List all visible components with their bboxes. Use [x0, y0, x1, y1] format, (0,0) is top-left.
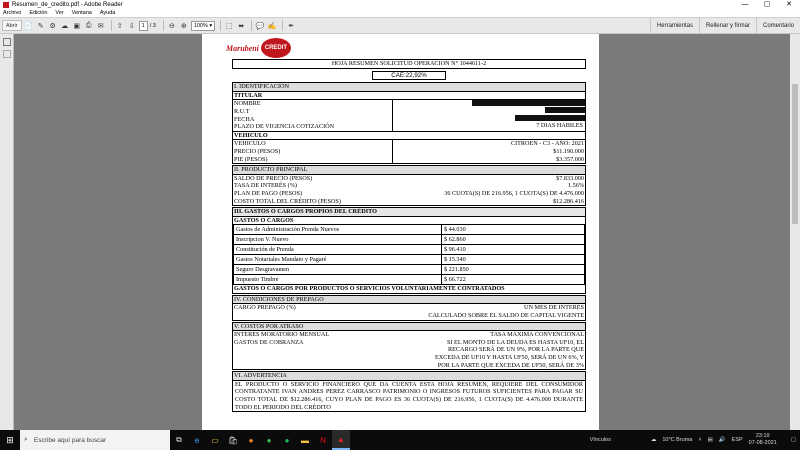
table-row: [234, 225, 585, 235]
section-title: III. GASTOS O CARGOS PROPIOS DEL CRÉDITO: [233, 208, 585, 217]
field-value: 36 CUOTA(S) DE 216.956, 1 CUOTA(S) DE 4.476.000: [444, 189, 584, 197]
menu-ayuda[interactable]: Ayuda: [99, 10, 116, 16]
gastos-table: [233, 224, 585, 285]
zoom-select[interactable]: 100% ▾: [191, 21, 215, 31]
page-total: / 3: [149, 22, 156, 29]
table-row: [234, 265, 585, 275]
table-row: [234, 245, 585, 255]
window-title: Resumen_de_credito.pdf - Adobe Reader: [12, 1, 123, 8]
settings-icon[interactable]: ⚙: [49, 22, 56, 30]
adobe-reader-taskbar-icon[interactable]: ▲: [332, 430, 350, 450]
windows-taskbar: [0, 430, 800, 450]
volume-icon[interactable]: 🔊: [718, 437, 726, 443]
table-cell: Impuesto Timbre: [234, 275, 442, 285]
taskbar-search[interactable]: [20, 430, 170, 450]
save-icon[interactable]: ▣: [73, 22, 80, 30]
menu-bar: [0, 9, 800, 17]
title-bar: [0, 0, 800, 9]
maximize-button[interactable]: ▢: [763, 1, 771, 8]
titular-block: [233, 99, 585, 130]
menu-edicion[interactable]: Edición: [29, 10, 48, 16]
pdf-page: [202, 34, 599, 430]
field-label: INTERÉS MORATORIO MENSUAL: [234, 331, 330, 339]
toolbar-divider: [282, 20, 283, 31]
fill-sign-link[interactable]: Rellenar y firmar: [699, 18, 756, 34]
table-cell: Inscripcion V. Nuevo: [234, 235, 442, 245]
table-row: [234, 255, 585, 265]
section-prepago: [232, 295, 586, 321]
redaction-bar: [545, 107, 585, 113]
section-advertencia: [232, 371, 586, 412]
titular-values: [393, 100, 585, 130]
redaction-bar: [515, 115, 585, 121]
field-label: PLAN DE PAGO (PESOS): [234, 189, 303, 197]
field-value: CITROEN - C3 - AÑO: 2021: [510, 140, 584, 148]
notes-line: TASA MÁXIMA CONVENCIONAL: [490, 331, 584, 339]
field-label: FECHA: [234, 115, 255, 123]
field-label: CARGO PREPAGO (%): [234, 304, 296, 312]
field-label: COSTO TOTAL DEL CRÉDITO (PESOS): [234, 197, 341, 205]
field-value: 1.56%: [568, 182, 584, 190]
table-cell: $ 96.410: [442, 245, 585, 255]
zoom-in-icon[interactable]: ⊕: [180, 22, 187, 30]
titular-heading: TITULAR: [234, 91, 263, 99]
gastos-voluntarios-heading: GASTOS O CARGOS POR PRODUCTOS O SERVICIOS VOLUNTARIAMENTE CONTRATADOS: [234, 285, 505, 293]
table-cell: Constitución de Prenda: [234, 245, 442, 255]
table-row: [234, 275, 585, 285]
redaction-bar: [472, 100, 585, 106]
field-label: PLAZO DE VIGENCIA COTIZACIÓN: [234, 123, 335, 131]
print-icon[interactable]: ⎙: [85, 21, 92, 29]
section-atraso: [232, 322, 586, 371]
clock-time: 23:19: [755, 433, 770, 439]
clock-date: 07-08-2021: [748, 440, 777, 446]
adobe-app-icon: [3, 2, 9, 8]
field-label: PIE (PESOS): [234, 155, 268, 163]
toolbar-divider: [251, 20, 252, 31]
field-value: CALCULADO SOBRE EL SALDO DE CAPITAL VIGENTE: [428, 312, 584, 320]
edit-pdf-icon[interactable]: ✎: [37, 22, 44, 30]
section-title: V. COSTOS POR ATRASO: [233, 323, 585, 332]
chrome-icon[interactable]: ●: [266, 435, 272, 445]
previous-page-icon[interactable]: ⇧: [116, 22, 123, 30]
search-icon: ⌕: [24, 436, 28, 443]
scrollbar-thumb[interactable]: [792, 84, 798, 224]
logo-badge: CREDIT: [261, 38, 291, 58]
close-button[interactable]: ✕: [786, 1, 792, 8]
window-controls: [734, 0, 800, 9]
toolbar-divider: [220, 20, 221, 31]
fit-width-icon[interactable]: ⬌: [238, 22, 245, 30]
create-pdf-icon[interactable]: 📄: [24, 22, 33, 30]
notes-line: RECARGO SERÁ DE UN 9%, POR LA PARTE QUE: [447, 346, 584, 354]
search-placeholder: Escribe aquí para buscar: [33, 436, 107, 444]
system-tray: [584, 430, 800, 450]
document-workspace: [0, 34, 800, 430]
highlight-icon[interactable]: ✍: [267, 22, 277, 30]
section-gastos: [232, 207, 586, 294]
right-panel-links: [650, 18, 800, 34]
advertencia-text: EL PRODUCTO O SERVICIO FINANCIERO QUE DA CUENTA ESTA HOJA RESUMEN, REQUIERE DEL CONSUMIDOR CONTRATANTE IVAN ANDRES PEREZ CARRASCO PATRIMONIO O INGRESOS FUTUROS SUFICIENTES PARA PAGAR SU COSTO TOTAL DE $12.286.416, CUYO PLAN DE PAGO ES 36 CUOTA(S) DE 216.956, 1 CUOTA(S) DE 4.476.000 DURANTE TODO EL PERIODO DEL CRÉDITO: [235, 380, 583, 411]
field-value: $3.357.000: [556, 155, 584, 163]
document-header: HOJA RESUMEN SOLICITUD OPERACION N° 1044611-2: [232, 59, 586, 69]
field-label: NOMBRE: [234, 100, 261, 108]
table-cell: $ 62.860: [442, 235, 585, 245]
plazo-value: 7 DIAS HABILES: [536, 122, 583, 130]
weather-icon: ☁: [650, 437, 657, 443]
notes-line: SI EL MONTO DE LA DEUDA ES HASTA UF10, EL: [446, 338, 584, 346]
zoom-out-icon[interactable]: ⊖: [168, 22, 175, 30]
field-value: $7.833.000: [556, 174, 584, 182]
comment-link[interactable]: Comentario: [756, 18, 800, 34]
file-explorer-icon[interactable]: ▭: [211, 435, 219, 445]
table-row: [234, 235, 585, 245]
toolbar-divider: [111, 20, 112, 31]
notes-line: POR LA PARTE QUE EXCEDA DE UF50, SERÁ DE 3%: [437, 361, 584, 369]
section-title: VI. ADVERTENCIA: [233, 372, 585, 381]
toolbar-divider: [163, 20, 164, 31]
field-label: VEHICULO: [234, 140, 266, 148]
section-identificacion: [232, 82, 586, 164]
vehiculo-heading: VEHICULO: [233, 131, 585, 140]
field-label: GASTOS DE COBRANZA: [234, 338, 304, 346]
cae-box: [232, 71, 586, 81]
table-cell: $ 44.030: [442, 225, 585, 235]
toolbar: [0, 17, 800, 34]
table-cell: $ 221.850: [442, 265, 585, 275]
comment-icon[interactable]: 💬: [255, 22, 265, 30]
firefox-icon[interactable]: ●: [248, 435, 254, 445]
section-title: II. PRODUCTO PRINCIPAL: [233, 166, 585, 175]
menu-ver[interactable]: Ver: [55, 10, 64, 16]
table-cell: Gastos Notariales Mandato y Pagaré: [234, 255, 442, 265]
netflix-icon[interactable]: N: [320, 435, 326, 445]
table-cell: $ 66.722: [442, 275, 585, 285]
section-title: I. IDENTIFICACIÓN: [233, 83, 585, 92]
weather-text[interactable]: 10°C Bruma: [662, 437, 693, 443]
windows-start-icon[interactable]: ⊞: [6, 434, 14, 445]
page-current: 1: [141, 22, 145, 29]
field-value: $11.190.000: [553, 147, 584, 155]
menu-archivo[interactable]: Archivo: [3, 10, 22, 16]
menu-ventana[interactable]: Ventana: [71, 10, 92, 16]
network-icon[interactable]: ▤: [707, 437, 713, 443]
open-label: Abrir: [6, 22, 18, 29]
field-label: PRECIO (PESOS): [234, 147, 281, 155]
store-icon[interactable]: 🛍: [227, 435, 239, 445]
field-value: $12.286.416: [553, 197, 584, 205]
document-body: [232, 59, 586, 412]
field-label: SALDO DE PRECIO (PESOS): [234, 174, 313, 182]
edge-icon[interactable]: e: [194, 435, 200, 445]
tools-link[interactable]: Herramientas: [650, 18, 699, 34]
table-cell: $ 15.340: [442, 255, 585, 265]
vehiculo-block: [233, 139, 585, 163]
language-indicator[interactable]: ESP: [731, 437, 743, 443]
field-value: UN MES DE INTERÉS: [524, 304, 584, 312]
email-icon[interactable]: ✉: [97, 22, 104, 30]
chevron-up-icon[interactable]: ˄: [698, 437, 702, 443]
vertical-scrollbar[interactable]: [790, 34, 800, 430]
section-title: IV. CONDICIONES DE PREPAGO: [233, 296, 585, 305]
zoom-value: 100%: [193, 22, 208, 29]
open-button[interactable]: [2, 20, 22, 31]
field-label: R.U.T: [234, 107, 250, 115]
logo-text: Marubeni: [226, 43, 259, 53]
navigation-panel: [0, 34, 14, 430]
notes-line: EXCEDA DE UF10 Y HASTA UF50, SERÁ DE UN 6%, Y: [434, 354, 584, 362]
section-producto-principal: [232, 165, 586, 206]
next-page-icon[interactable]: ⇩: [128, 22, 135, 30]
task-view-icon[interactable]: ⧉: [176, 435, 182, 444]
cloud-icon[interactable]: ☁: [61, 22, 69, 30]
page-number-input[interactable]: [139, 21, 148, 31]
field-label: TASA DE INTERÉS (%): [234, 182, 297, 190]
sign-icon[interactable]: ✒: [288, 22, 295, 30]
titular-labels: [233, 100, 393, 130]
pages-thumbnail-icon[interactable]: [3, 38, 11, 46]
clock[interactable]: [749, 433, 777, 447]
fit-page-icon[interactable]: ⬚: [225, 22, 233, 30]
folder-icon[interactable]: ▬: [301, 435, 309, 445]
attachments-icon[interactable]: [3, 50, 11, 58]
minimize-button[interactable]: —: [741, 1, 749, 8]
notifications-icon[interactable]: ▢: [790, 437, 796, 443]
table-cell: Gastos de Administración Prenda Nuevos: [234, 225, 442, 235]
cae-value: CAE:22,92%: [372, 71, 445, 81]
links-toolbar[interactable]: Vínculos: [589, 437, 611, 443]
spotify-icon[interactable]: ●: [284, 435, 290, 445]
gastos-subheading: GASTOS O CARGOS: [234, 216, 294, 224]
marubeni-credit-logo: [226, 38, 291, 58]
table-cell: Seguro Desgravamen: [234, 265, 442, 275]
